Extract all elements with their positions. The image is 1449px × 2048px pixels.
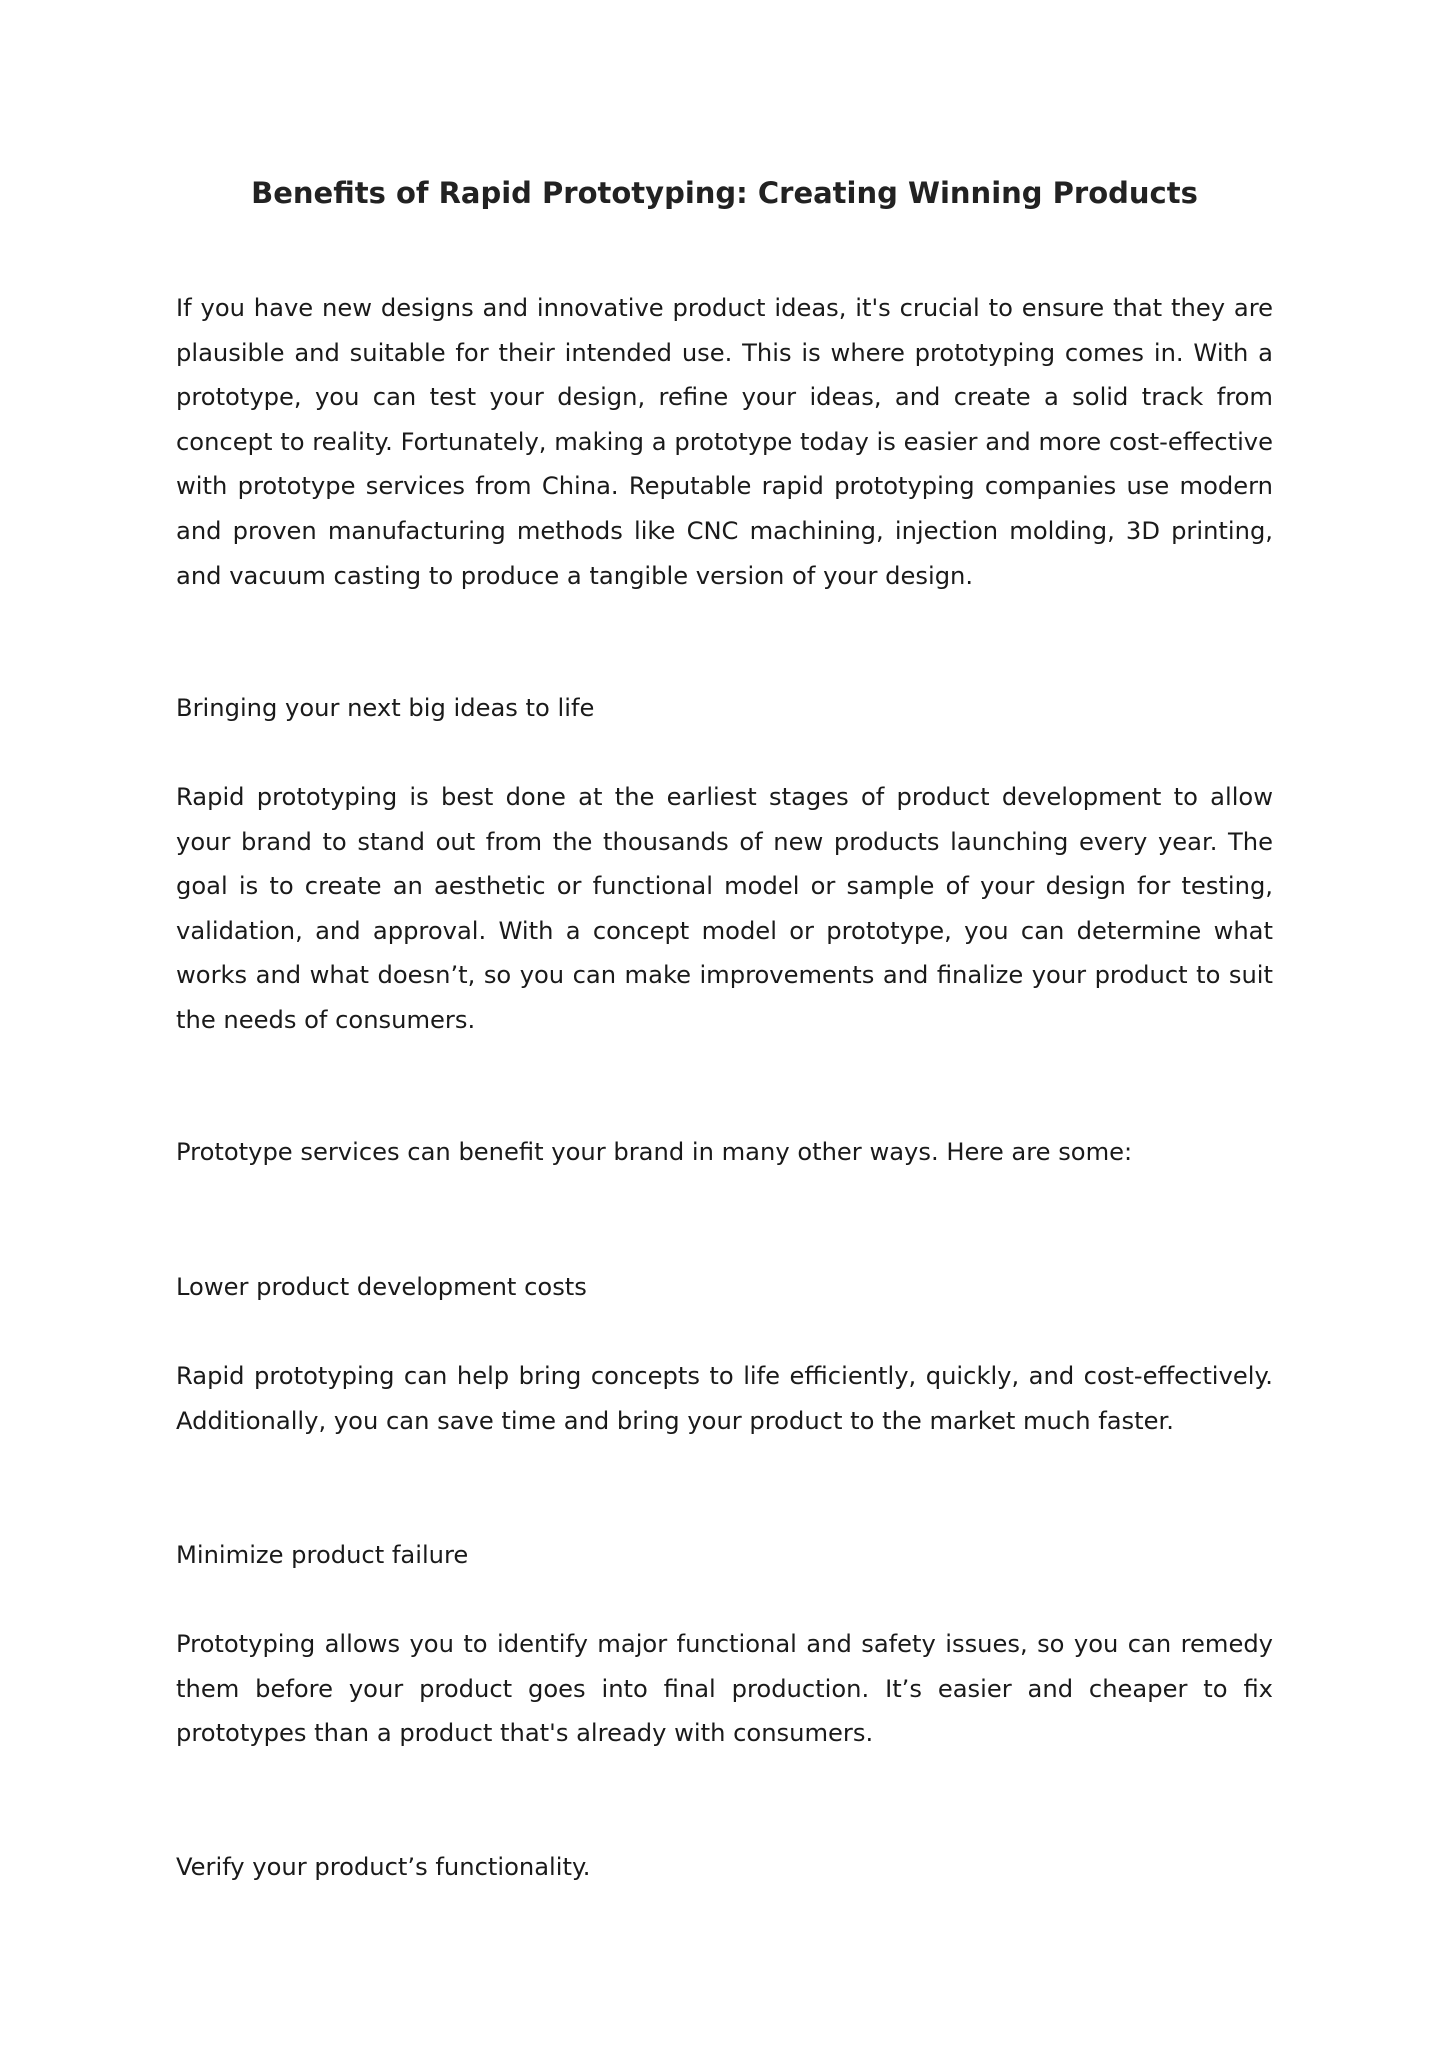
section-paragraph-failure: Prototyping allows you to identify major functional and safety issues, so you can remedy them before your product goes into final production. It’s easier and cheaper to fix prototypes than a product that's already with consumers. <box>176 1630 1273 1748</box>
intro-paragraph: If you have new designs and innovative product ideas, it's crucial to ensure that they are plausible and suitable for their intended use. This is where prototyping comes in. With a prototype, you can test your design, refine your ideas, and create a solid track from concept to reality. Fortunately, making a prototype today is easier and more cost-effective with prototype services from China. Reputable rapid prototyping companies use modern and proven manufacturing methods like CNC machining, injection molding, 3D printing, and vacuum casting to produce a tangible version of your design. <box>176 294 1273 590</box>
page-title: Benefits of Rapid Prototyping: Creating Winning Products <box>251 176 1198 210</box>
section-paragraph-ideas: Rapid prototyping is best done at the earliest stages of product development to allow your brand to stand out from the thousands of new products launching every year. The goal is to create an aesthetic or functional model or sample of your design for testing, validation, and approval. With a concept model or prototype, you can determine what works and what doesn’t, so you can make improvements and finalize your product to suit the needs of consumers. <box>176 783 1273 1034</box>
section-heading-costs: Lower product development costs <box>176 1273 587 1301</box>
benefits-intro-paragraph: Prototype services can benefit your brand in many other ways. Here are some: <box>176 1138 1133 1166</box>
section-heading-ideas: Bringing your next big ideas to life <box>176 694 595 722</box>
section-paragraph-costs: Rapid prototyping can help bring concepts to life efficiently, quickly, and cost-effectively. Additionally, you can save time and bring your product to the market much faster. <box>176 1362 1273 1435</box>
section-heading-functionality: Verify your product’s functionality. <box>176 1853 591 1881</box>
section-heading-failure: Minimize product failure <box>176 1541 469 1569</box>
